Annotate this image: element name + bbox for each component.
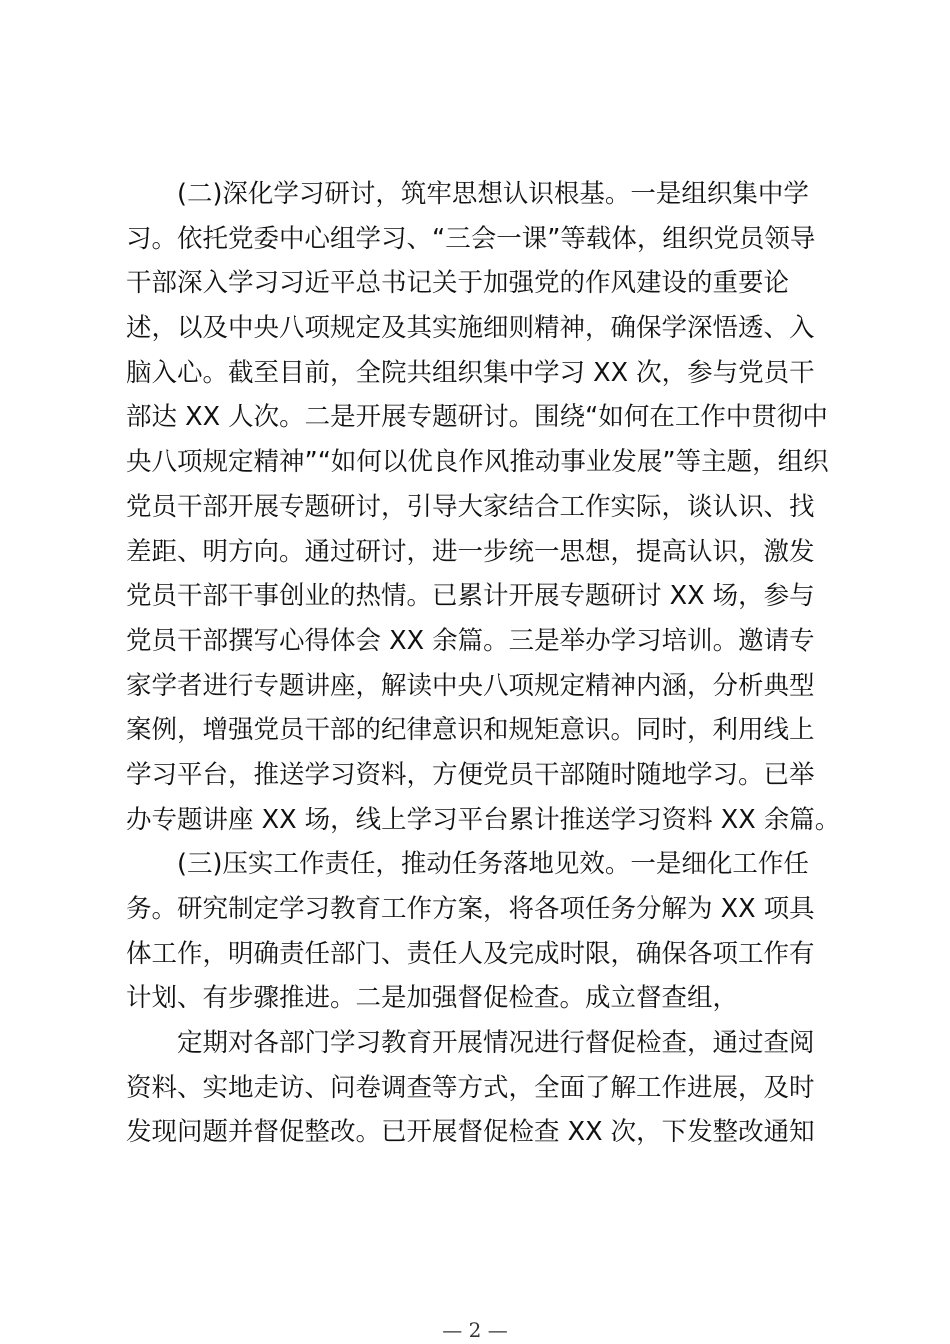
text-line: 务。研究制定学习教育工作方案，将各项任务分解为 XX 项具 (126, 894, 815, 924)
text-line: 脑入心。截至目前，全院共组织集中学习 XX 次，参与党员干 (126, 357, 815, 388)
text-line: 计划、有步骤推进。二是加强督促检查。成立督查组， (126, 983, 739, 1014)
text-line: 部达 XX 人次。二是开展专题研讨。围绕“如何在工作中贯彻中 (126, 402, 828, 433)
document-body (126, 172, 841, 1155)
text-line: 学习平台，推送学习资料，方便党员干部随时随地学习。已举 (126, 759, 815, 790)
text-line: 央八项规定精神”“如何以优良作风推动事业发展”等主题，组织 (126, 447, 829, 478)
text-line: 家学者进行专题讲座，解读中央八项规定精神内涵，分析典型 (126, 670, 815, 701)
text-line: 述，以及中央八项规定及其实施细则精神，确保学深悟透、入 (126, 313, 815, 344)
text-line: (三)压实工作责任，推动任务落地见效。一是细化工作任 (177, 849, 809, 880)
text-line: 干部深入学习习近平总书记关于加强党的作风建设的重要论 (126, 268, 790, 299)
text-line: 党员干部开展专题研讨，引导大家结合工作实际，谈认识、找 (126, 491, 815, 522)
text-line: 案例，增强党员干部的纪律意识和规矩意识。同时，利用线上 (126, 715, 815, 746)
page-number: — 2 — (442, 1318, 508, 1342)
text-line: 办专题讲座 XX 场，线上学习平台累计推送学习资料 XX 余篇。 (126, 804, 841, 835)
text-line: 党员干部干事创业的热情。已累计开展专题研讨 XX 场，参与 (126, 581, 815, 612)
paragraph-continuation (126, 1021, 826, 1155)
text-line: 体工作，明确责任部门、责任人及完成时限，确保各项工作有 (126, 938, 815, 969)
paragraph-section-2 (126, 172, 841, 842)
text-line: (二)深化学习研讨，筑牢思想认识根基。一是组织集中学 (177, 179, 809, 209)
paragraph-section-3 (126, 842, 826, 1021)
text-line: 差距、明方向。通过研讨，进一步统一思想，提高认识，激发 (126, 536, 815, 567)
text-line: 习。依托党委中心组学习、“三会一课”等载体，组织党员领导 (126, 223, 816, 254)
text-line: 发现问题并督促整改。已开展督促检查 XX 次，下发整改通知 (126, 1117, 815, 1148)
text-line: 定期对各部门学习教育开展情况进行督促检查，通过查阅 (177, 1028, 815, 1059)
text-line: 党员干部撰写心得体会 XX 余篇。三是举办学习培训。邀请专 (126, 625, 815, 656)
text-line: 资料、实地走访、问卷调查等方式，全面了解工作进展，及时 (126, 1072, 815, 1103)
